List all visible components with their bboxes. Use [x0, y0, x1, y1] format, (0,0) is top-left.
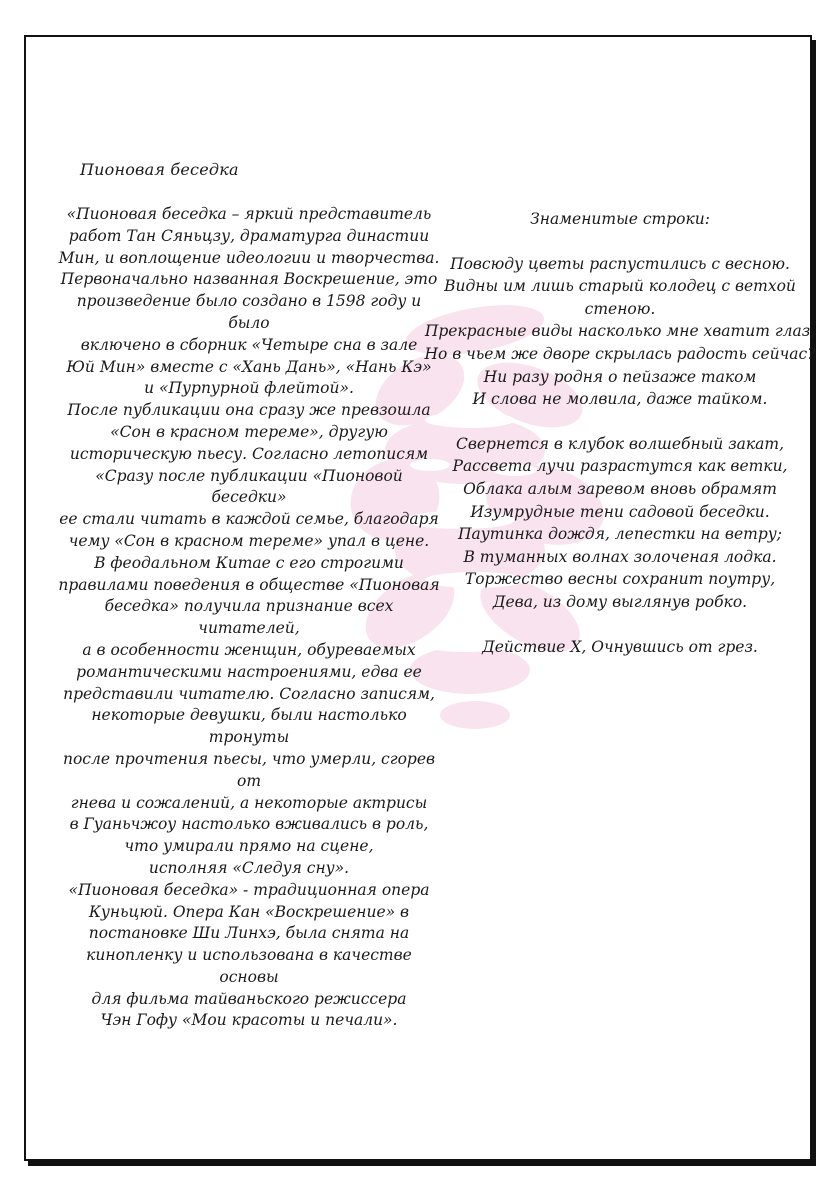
famous-lines-column	[420, 208, 820, 658]
article-line: романтическими настроениями, едва ее	[76, 662, 422, 681]
poem-line: Торжество весны сохранит поутру,	[464, 570, 776, 589]
poem-line: Изумрудные тени садовой беседки.	[470, 502, 770, 521]
article-line: и «Пурпурной флейтой».	[144, 379, 354, 398]
article-line: После публикации она сразу же превзошла	[67, 401, 431, 420]
article-body	[56, 204, 442, 1032]
article-line: ее стали читать в каждой семье, благодаря	[59, 510, 439, 529]
poem-stanza-2	[420, 433, 820, 614]
article-line: Куньцюй. Опера Кан «Воскрешение» в	[88, 902, 410, 921]
poem-line: И слова не молвила, даже тайком.	[472, 390, 768, 409]
poem-line: Но в чьем же дворе скрылась радость сейчас?	[424, 344, 816, 363]
article-line: «Пионовая беседка – яркий представитель	[66, 205, 432, 223]
article-line: Юй Мин» вместе с «Хань Дань», «Нань Кэ»	[66, 357, 432, 376]
poem-line: Дева, из дому выглянув робко.	[492, 592, 748, 611]
article-line: что умирали прямо на сцене,	[124, 837, 374, 856]
poem-line: В туманных волнах золоченая лодка.	[463, 547, 777, 566]
article-line: Чэн Гофу «Мои красоты и печали».	[100, 1011, 398, 1030]
famous-lines-title: Знаменитые строки:	[530, 210, 710, 228]
article-line: историческую пьесу. Согласно летописям	[69, 444, 429, 463]
poem-line: Облака алым заревом вновь обрамят	[463, 479, 777, 498]
article-line: чему «Сон в красном тереме» упал в цене.	[68, 531, 430, 550]
poem-line: Видны им лишь старый колодец с ветхой стеною.	[444, 277, 796, 318]
poem-line: Свернется в клубок волшебный закат,	[455, 434, 785, 453]
poem-line: Паутинка дождя, лепестки на ветру;	[458, 525, 782, 544]
article-line: В феодальном Китае с его строгими	[94, 553, 404, 572]
article-line: в Гуаньчжоу настолько вживались в роль,	[69, 815, 429, 834]
article-line: для фильма тайваньского режиссера	[91, 989, 407, 1008]
article-line: правилами поведения в обществе «Пионовая	[58, 575, 440, 594]
article-line: беседка» получила признание всех читателей,	[104, 597, 394, 638]
article-line: произведение было создано в 1598 году и было	[76, 292, 422, 332]
article-line: включено в сборник «Четыре сна в зале	[80, 335, 418, 354]
article-line: Мин, и воплощение идеологии и творчества.	[58, 248, 440, 267]
article-line: после прочтения пьесы, что умерли, сгорев от	[62, 749, 436, 790]
poem-line: Прекрасные виды насколько мне хватит глаз,	[424, 322, 816, 341]
article-line: а в особенности женщин, обуреваемых	[82, 640, 416, 659]
article-line: работ Тан Сяньцзу, драматурга династии	[68, 226, 430, 245]
article-line: кинопленку и использована в качестве основы	[86, 946, 412, 986]
poem-source: Действие X, Очнувшись от грез.	[482, 637, 758, 656]
article-heading: Пионовая беседка	[80, 160, 239, 179]
article-line: «Пионовая беседка» - традиционная опера	[68, 880, 430, 899]
poem-stanza-1	[420, 253, 820, 411]
poem-line: Повсюду цветы распустились с весною.	[450, 254, 790, 273]
article-line: постановке Ши Линхэ, была снята на	[88, 924, 410, 943]
article-line: «Сон в красном тереме», другую	[110, 422, 388, 441]
article-line: исполняя «Следуя сну».	[148, 858, 350, 877]
poem-line: Рассвета лучи разрастутся как ветки,	[452, 457, 788, 476]
poem-line: Ни разу родня о пейзаже таком	[483, 367, 757, 386]
article-line: некоторые девушки, были настолько тронуты	[91, 706, 407, 747]
article-line: представили читателю. Согласно записям,	[63, 684, 435, 703]
article-line: гнева и сожалений, а некоторые актрисы	[70, 793, 428, 812]
article-line: Первоначально названная Воскрешение, это	[60, 270, 438, 289]
article-line: «Сразу после публикации «Пионовой беседки»	[95, 466, 403, 507]
